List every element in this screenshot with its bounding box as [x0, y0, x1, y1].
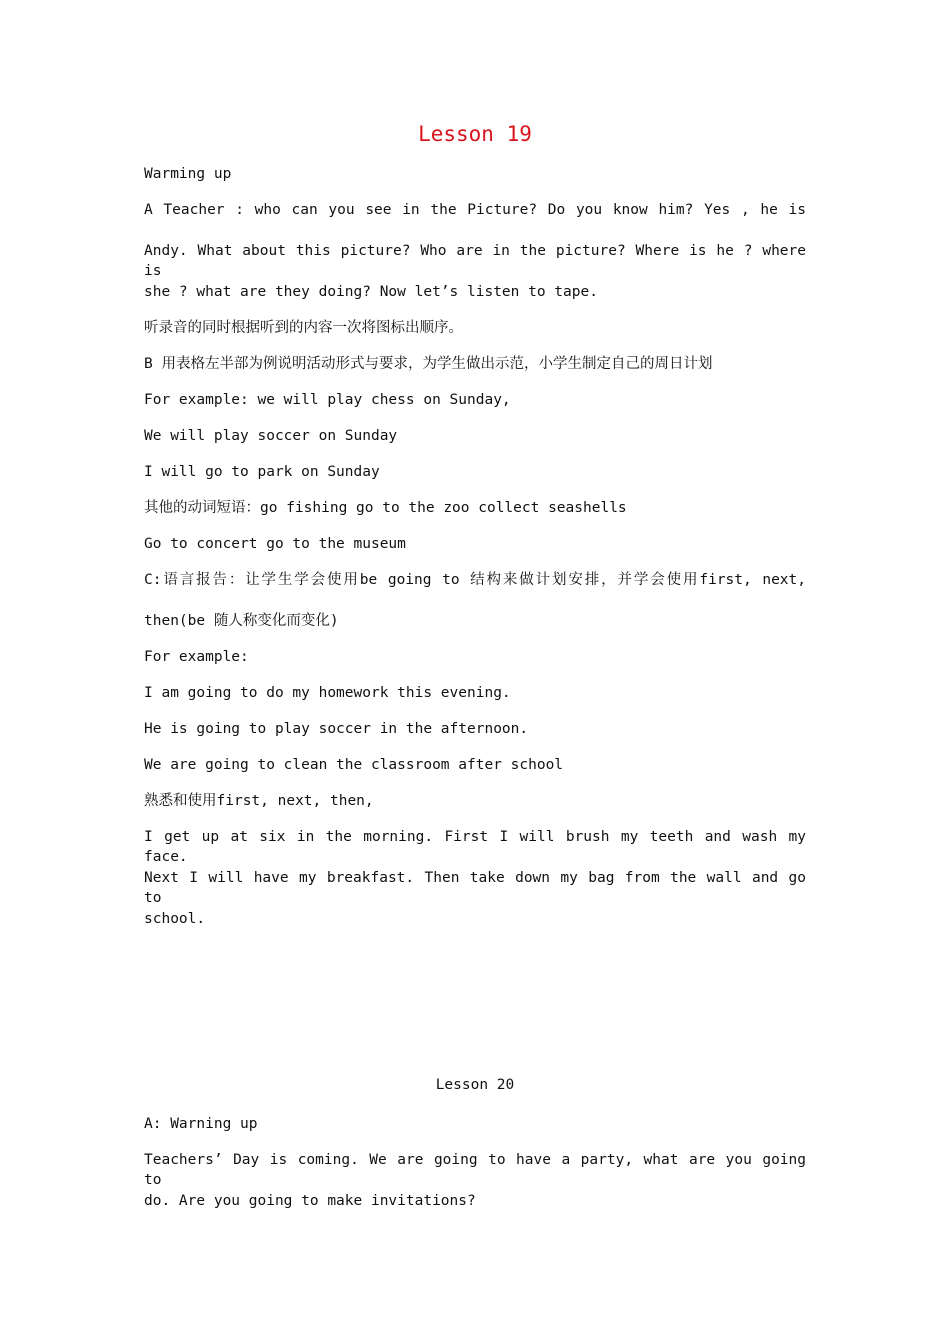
example-1-intro: For example: we will play chess on Sunday,: [144, 392, 511, 408]
example-2-line-1: I am going to do my homework this evening.: [144, 685, 511, 701]
section-a-line-2: Andy. What about this picture? Who are in the picture? Where is he ? where is: [144, 243, 806, 279]
section-c-line-1: C:语言报告：让学生学会使用be going to 结构来做计划安排，并学会使用first, next,: [144, 572, 806, 588]
warming-up-heading: Warming up: [144, 166, 232, 182]
example-2-line-3: We are going to clean the classroom after school: [144, 757, 564, 773]
lesson-20-warming-up: A: Warning up: [144, 1116, 258, 1132]
other-phrases: 其他的动词短语：go fishing go to the zoo collect seashells: [144, 500, 627, 516]
lesson-20-title: Lesson 20: [435, 1077, 515, 1093]
section-a-line-1: A Teacher : who can you see in the Picture? Do you know him? Yes , he is: [144, 202, 806, 218]
lesson-20-line-1: Teachers’ Day is coming. We are going to have a party, what are you going to: [144, 1152, 806, 1188]
example-2-line-2: He is going to play soccer in the afternoon.: [144, 721, 529, 737]
section-b-instruction: B 用表格左半部为例说明活动形式与要求，为学生做出示范，小学生制定自己的周日计划: [144, 356, 713, 372]
section-a-line-3: she ? what are they doing? Now let’s listen to tape.: [144, 284, 598, 300]
familiar-words: 熟悉和使用first, next, then,: [144, 793, 374, 809]
paragraph-line-3: school.: [144, 911, 206, 927]
paragraph-line-1: I get up at six in the morning. First I will brush my teeth and wash my face.: [144, 829, 806, 865]
example-1-line-2: We will play soccer on Sunday: [144, 428, 398, 444]
paragraph-line-2: Next I will have my breakfast. Then take down my bag from the wall and go to: [144, 870, 806, 906]
section-c-line-2: then(be 随人称变化而变化): [144, 613, 339, 629]
example-2-intro: For example:: [144, 649, 249, 665]
example-1-line-3: I will go to park on Sunday: [144, 464, 380, 480]
other-phrases-2: Go to concert go to the museum: [144, 536, 406, 552]
lesson-20-line-2: do. Are you going to make invitations?: [144, 1193, 476, 1209]
lesson-19-title: Lesson 19: [418, 122, 532, 146]
listen-instruction: 听录音的同时根据听到的内容一次将图标出顺序。: [144, 320, 463, 336]
